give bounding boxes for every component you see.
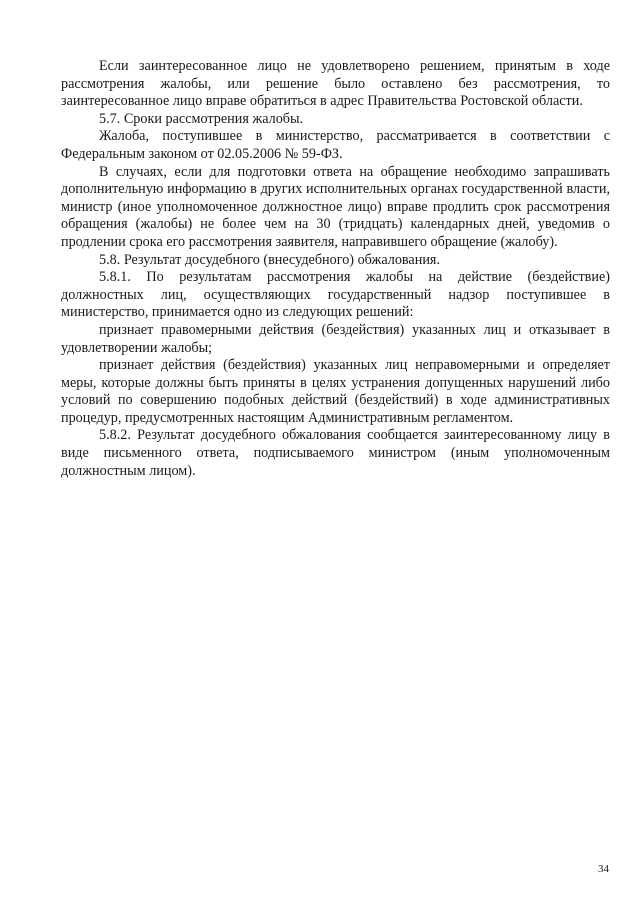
paragraph-decision-lawful: признает правомерными действия (бездействия) указанных лиц и отказывает в удовлетворении жалобы; (61, 321, 610, 356)
paragraph-appeal-to-government: Если заинтересованное лицо не удовлетворено решением, принятым в ходе рассмотрения жалобы, или решение было оставлено без рассмотрения, то заинтересованное лицо вправе обратиться в адрес Правительства Ростовской области. (61, 58, 610, 110)
paragraph-5-8-1: 5.8.1. По результатам рассмотрения жалобы на действие (бездействие) должностных лиц, осуществляющих государственный надзор поступившее в министерство, принимается одно из следующих решений: (61, 269, 610, 321)
paragraph-federal-law: Жалоба, поступившее в министерство, рассматривается в соответствии с Федеральным законом от 02.05.2006 № 59-ФЗ. (61, 128, 610, 162)
document-body (61, 58, 610, 480)
section-heading-5-7: 5.7. Сроки рассмотрения жалобы. (99, 110, 304, 127)
section-heading-5-8: 5.8. Результат досудебного (внесудебного) обжалования. (99, 251, 440, 268)
paragraph-extension-of-term: В случаях, если для подготовки ответа на обращение необходимо запрашивать дополнительную информацию в других исполнительных органах государственной власти, министр (иное уполномоченное должностное лицо) вправе продлить срок рассмотрения обращения (жалобы) не более чем на 30 (тридцать) календарных дней, уведомив о продлении срока его рассмотрения заявителя, направившего обращение (жалобу). (61, 163, 610, 250)
paragraph-5-8-2: 5.8.2. Результат досудебного обжалования сообщается заинтересованному лицу в виде письменного ответа, подписываемого министром (иным уполномоченным должностным лицом). (61, 427, 610, 479)
page-number: 34 (598, 863, 609, 875)
paragraph-decision-unlawful: признает действия (бездействия) указанных лиц неправомерными и определяет меры, которые должны быть приняты в целях устранения допущенных нарушений либо условий по совершению подобных действий (бездействий) в ходе административных процедур, предусмотренных настоящим Административным регламентом. (61, 357, 610, 426)
